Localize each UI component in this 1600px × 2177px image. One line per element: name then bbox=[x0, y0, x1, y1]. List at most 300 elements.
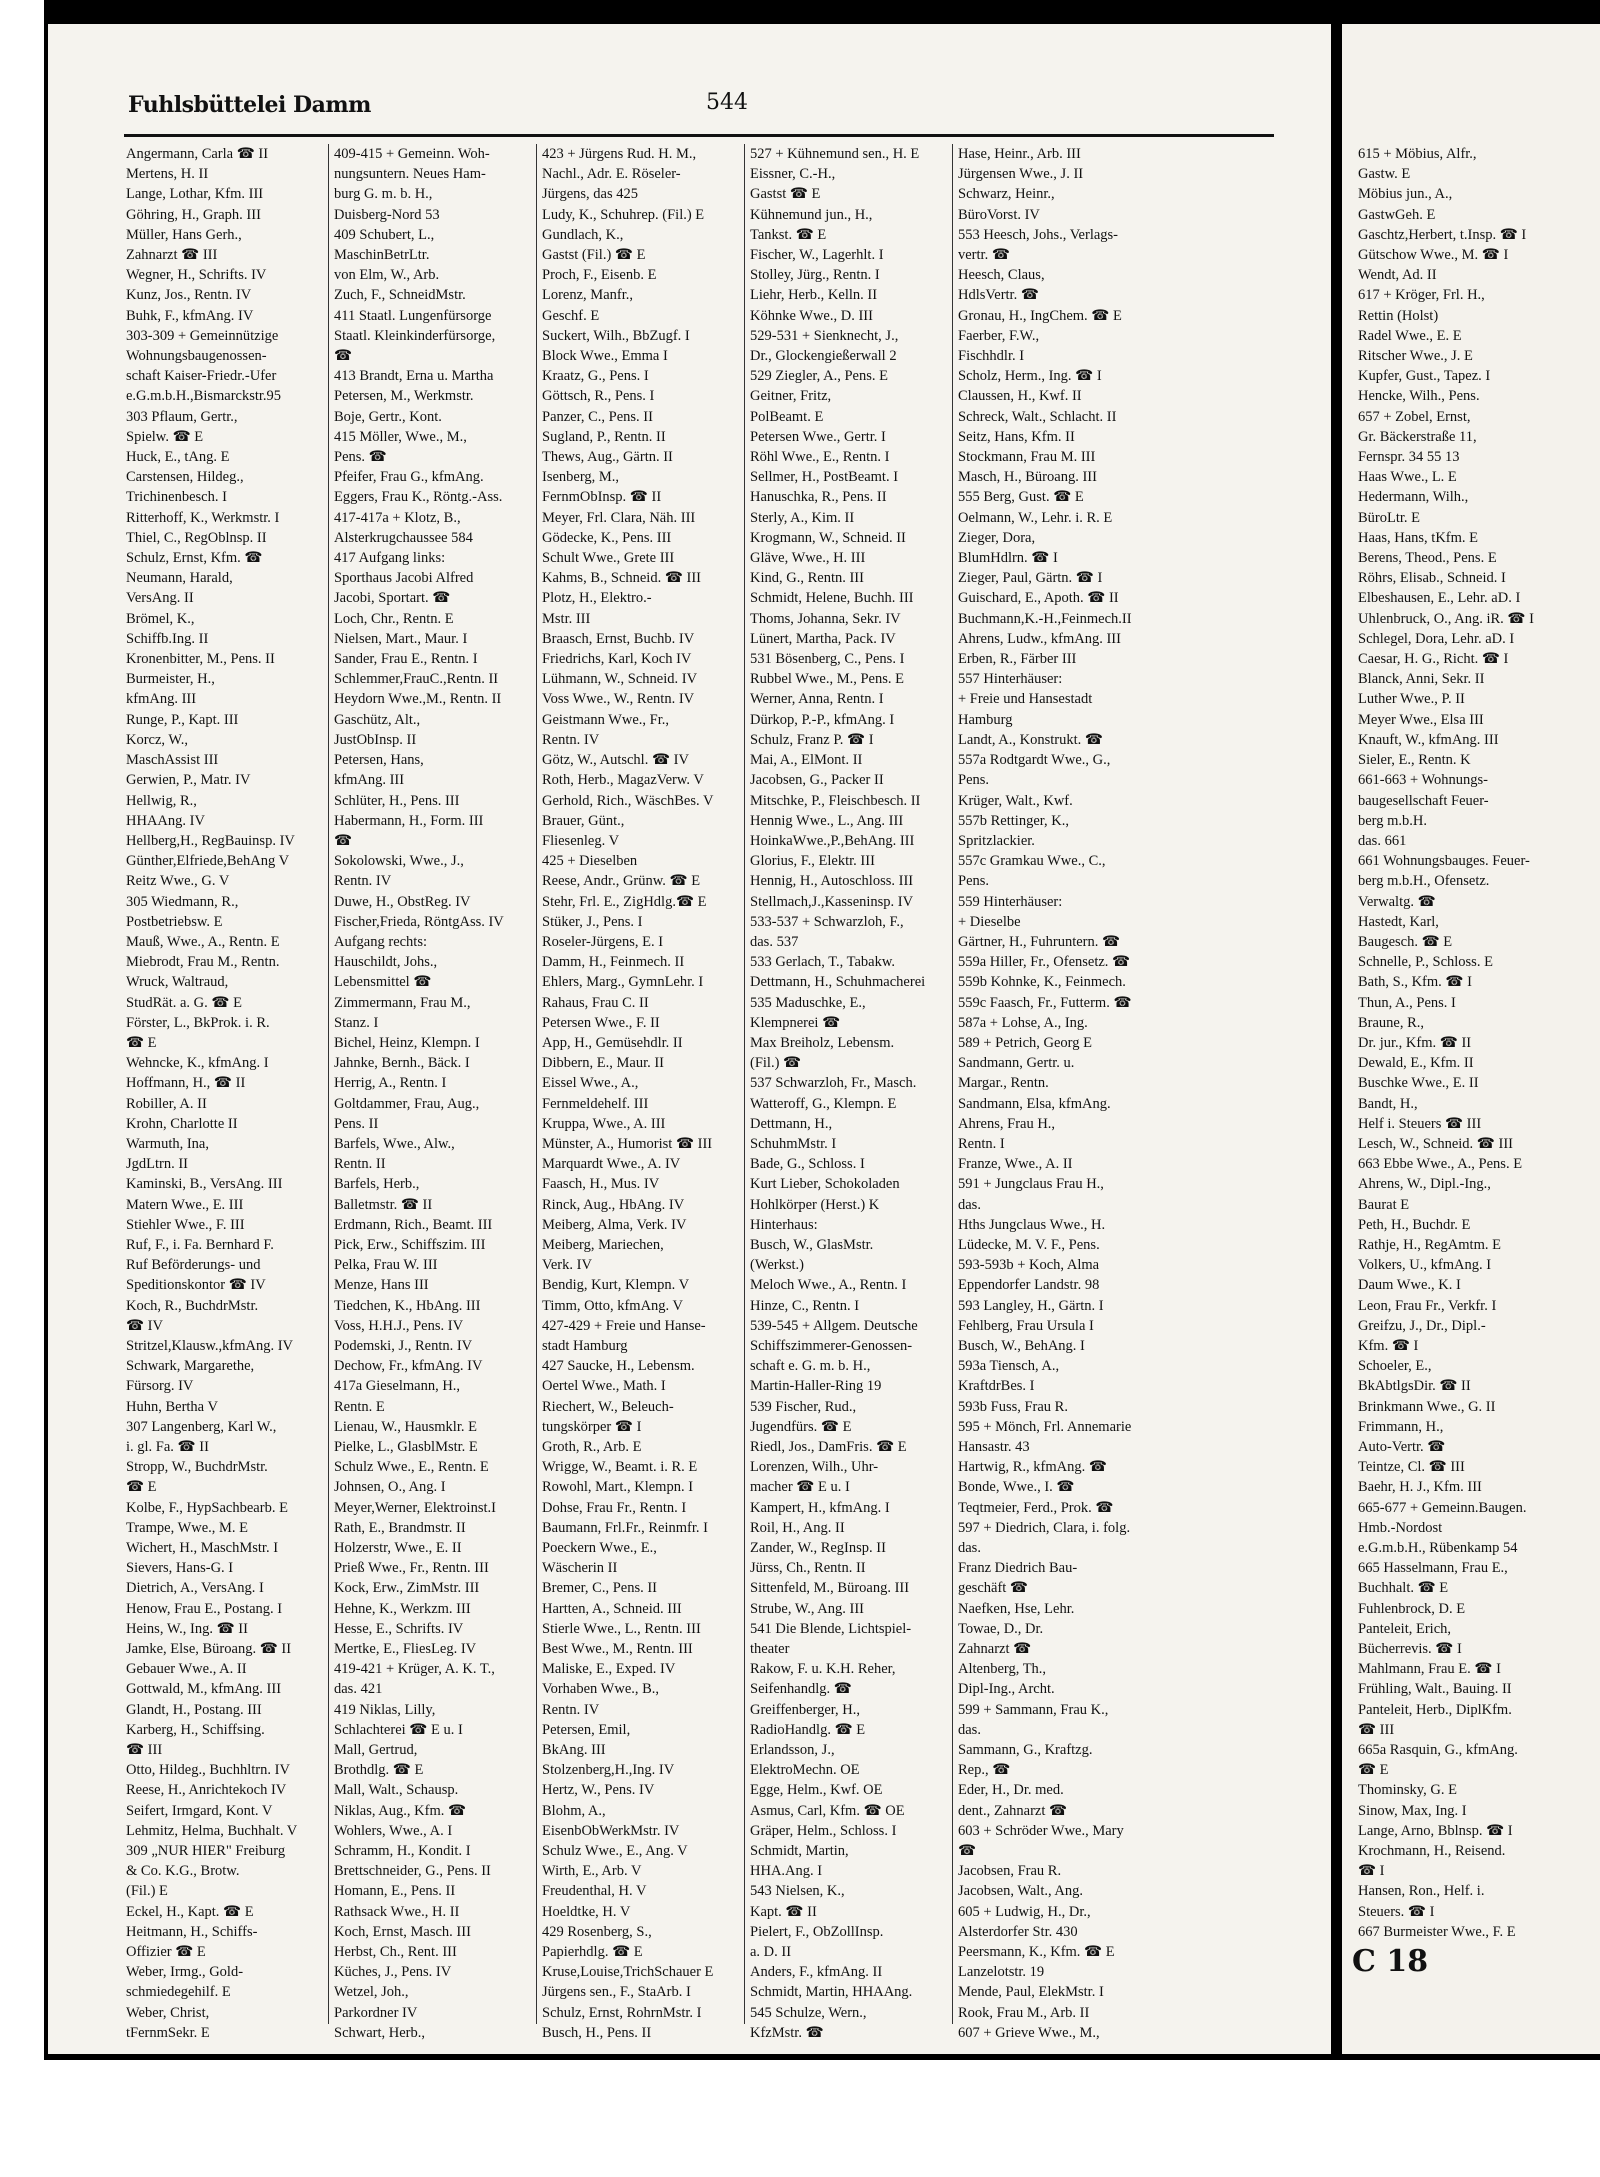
directory-entry: Stritzel,Klausw.,kfmAng. IV bbox=[126, 1337, 293, 1354]
directory-entry: Gaschütz, Alt., bbox=[334, 711, 421, 728]
directory-entry: Bath, S., Kfm. ☎ I bbox=[1358, 974, 1472, 991]
directory-entry: 595 + Mönch, Frl. Annemarie bbox=[958, 1418, 1132, 1435]
directory-entry: ☎ III bbox=[1358, 1721, 1395, 1738]
directory-entry: Geitner, Fritz, bbox=[750, 388, 832, 405]
directory-entry: Kruppa, Wwe., A. III bbox=[542, 1115, 666, 1132]
directory-entry: Kruse,Louise,TrichSchauer E bbox=[542, 1964, 714, 1981]
directory-entry: Hmb.-Nordost bbox=[1358, 1519, 1443, 1536]
directory-entry: Gaschtz,Herbert, t.Insp. ☎ I bbox=[1358, 226, 1527, 243]
directory-entry: 557 Hinterhäuser: bbox=[958, 671, 1063, 688]
directory-entry: Schlegel, Dora, Lehr. aD. I bbox=[1358, 630, 1515, 647]
directory-entry: Loch, Chr., Rentn. E bbox=[334, 610, 454, 627]
directory-entry: App, H., Gemüsehdlr. II bbox=[542, 1034, 683, 1051]
directory-entry: 539 Fischer, Rud., bbox=[750, 1398, 857, 1415]
directory-entry: Masch, H., Büroang. III bbox=[958, 469, 1097, 486]
directory-entry: Eckel, H., Kapt. ☎ E bbox=[126, 1903, 254, 1920]
directory-entry: Verk. IV bbox=[542, 1257, 592, 1274]
directory-entry: Roseler-Jürgens, E. I bbox=[542, 933, 664, 950]
directory-entry: Barfels, Wwe., Alw., bbox=[334, 1135, 455, 1152]
directory-entry: Ahrens, W., Dipl.-Ing., bbox=[1358, 1176, 1491, 1193]
directory-entry: Suckert, Wilh., BbZugf. I bbox=[542, 327, 690, 344]
directory-entry: Schulz, Ernst, Kfm. ☎ bbox=[126, 550, 263, 567]
directory-entry: Gebauer Wwe., A. II bbox=[126, 1661, 247, 1678]
directory-entry: 309 „NUR HIER" Freiburg bbox=[126, 1843, 286, 1860]
directory-entry: Proch, F., Eisenb. E bbox=[542, 267, 657, 284]
directory-entry: Kunz, Jos., Rentn. IV bbox=[126, 287, 252, 304]
directory-entry: Gastst ☎ E bbox=[750, 186, 821, 203]
directory-entry bbox=[126, 2043, 324, 2044]
directory-entry: Hertz, W., Pens. IV bbox=[542, 1782, 655, 1799]
directory-entry: 535 Maduschke, E., bbox=[750, 994, 866, 1011]
directory-entry: Parkordner IV bbox=[334, 2004, 418, 2021]
directory-entry: Busch, W., GlasMstr. bbox=[750, 1236, 874, 1253]
directory-entry: 409 Schubert, L., bbox=[334, 226, 435, 243]
directory-entry: Münster, A., Humorist ☎ III bbox=[542, 1135, 713, 1152]
directory-entry: Brauer, Günt., bbox=[542, 812, 625, 829]
directory-entry: Stellmach,J.,Kasseninsp. IV bbox=[750, 893, 914, 910]
directory-entry: 307 Langenberg, Karl W., bbox=[126, 1418, 277, 1435]
directory-entry: Buchhalt. ☎ E bbox=[1358, 1580, 1449, 1597]
directory-entry: Zieger, Paul, Gärtn. ☎ I bbox=[958, 570, 1103, 587]
directory-entry: Voss Wwe., W., Rentn. IV bbox=[542, 691, 695, 708]
directory-entry: Sinow, Max, Ing. I bbox=[1358, 1802, 1467, 1819]
directory-entry: Caesar, H. G., Richt. ☎ I bbox=[1358, 651, 1509, 668]
directory-entry: Faerber, F.W., bbox=[958, 327, 1040, 344]
header-rule bbox=[124, 134, 1274, 137]
directory-entry: Buschke Wwe., E. II bbox=[1358, 1075, 1479, 1092]
directory-entry: BlumHdlrn. ☎ I bbox=[958, 550, 1058, 567]
directory-entry: Krochmann, H., Reisend. bbox=[1358, 1843, 1506, 1860]
directory-entry: Lesch, W., Schneid. ☎ III bbox=[1358, 1135, 1513, 1152]
directory-entry: Watteroff, G., Klempn. E bbox=[750, 1095, 897, 1112]
directory-entry: Schwart, Herb., bbox=[334, 2024, 426, 2041]
directory-entry: e.G.m.b.H.,Bismarckstr.95 bbox=[126, 388, 282, 405]
directory-entry: Busch, W., BehAng. I bbox=[958, 1337, 1085, 1354]
directory-entry: Lebensmittel ☎ bbox=[334, 974, 432, 991]
directory-entry: Heesch, Claus, bbox=[958, 267, 1045, 284]
directory-entry: Herbst, Ch., Rent. III bbox=[334, 1944, 457, 1961]
directory-entry: Rentn. E bbox=[334, 1398, 385, 1415]
directory-entry: Seifert, Irmgard, Kont. V bbox=[126, 1802, 273, 1819]
directory-entry: Oertel Wwe., Math. I bbox=[542, 1378, 666, 1395]
directory-entry: Peersmann, K., Kfm. ☎ E bbox=[958, 1944, 1115, 1961]
directory-entry: Haas Wwe., L. E bbox=[1358, 469, 1457, 486]
directory-entry: Baumann, Frl.Fr., Reinmfr. I bbox=[542, 1519, 708, 1536]
directory-entry: 557a Rodtgardt Wwe., G., bbox=[958, 752, 1111, 769]
directory-entry: Fernspr. 34 55 13 bbox=[1358, 449, 1460, 466]
directory-entry: PolBeamt. E bbox=[750, 408, 824, 425]
directory-entry: EisenbObWerkMstr. IV bbox=[542, 1822, 680, 1839]
directory-entry: 603 + Schröder Wwe., Mary bbox=[958, 1822, 1124, 1839]
directory-entry: Jugendfürs. ☎ E bbox=[750, 1418, 852, 1435]
directory-entry: Stropp, W., BuchdrMstr. bbox=[126, 1459, 268, 1476]
directory-entry: 661 Wohnungsbauges. Feuer- bbox=[1358, 853, 1530, 870]
directory-entry: Martin-Haller-Ring 19 bbox=[750, 1378, 882, 1395]
directory-entry: Geistmann Wwe., Fr., bbox=[542, 711, 669, 728]
directory-entry: Ritterhoff, K., Werkmstr. I bbox=[126, 509, 280, 526]
directory-entry: BkAng. III bbox=[542, 1742, 606, 1759]
directory-entry: Gläve, Wwe., H. III bbox=[750, 550, 866, 567]
directory-entry: 615 + Möbius, Alfr., bbox=[1358, 146, 1477, 162]
column-5 bbox=[958, 144, 1156, 2044]
directory-entry: Rahaus, Frau C. II bbox=[542, 994, 649, 1011]
directory-entry: Hase, Heinr., Arb. III bbox=[958, 146, 1081, 162]
directory-entry: Isenberg, M., bbox=[542, 469, 620, 486]
directory-entry: Dr. jur., Kfm. ☎ II bbox=[1358, 1034, 1472, 1051]
directory-entry: Schlemmer,FrauC.,Rentn. II bbox=[334, 671, 499, 688]
directory-entry: Bandt, H., bbox=[1358, 1095, 1418, 1112]
directory-entry: Sievers, Hans-G. I bbox=[126, 1560, 234, 1577]
directory-entry: Reitz Wwe., G. V bbox=[126, 873, 230, 890]
directory-entry: Oelmann, W., Lehr. i. R. E bbox=[958, 509, 1113, 526]
directory-entry: Verwaltg. ☎ bbox=[1358, 893, 1436, 910]
directory-entry: KraftdrBes. I bbox=[958, 1378, 1035, 1395]
directory-entry: & Co. K.G., Brotw. bbox=[126, 1863, 240, 1880]
directory-entry: Maliske, E., Exped. IV bbox=[542, 1661, 676, 1678]
directory-entry: Spritzlackier. bbox=[958, 832, 1035, 849]
directory-entry: 593b Fuss, Frau R. bbox=[958, 1398, 1068, 1415]
directory-entry: Fürsorg. IV bbox=[126, 1378, 194, 1395]
directory-entry: kfmAng. III bbox=[126, 691, 197, 708]
directory-entry: 409-415 + Gemeinn. Woh- bbox=[334, 146, 490, 162]
directory-entry: Mai, A., ElMont. II bbox=[750, 752, 863, 769]
column-2 bbox=[334, 144, 532, 2044]
directory-entry: Fliesenleg. V bbox=[542, 832, 620, 849]
directory-entry: Carstensen, Hildeg., bbox=[126, 469, 244, 486]
directory-entry: Holzerstr, Wwe., E. II bbox=[334, 1540, 462, 1557]
directory-entry: Buchmann,K.-H.,Feinmech.II bbox=[958, 610, 1132, 627]
directory-entry: Pfeifer, Frau G., kfmAng. bbox=[334, 469, 484, 486]
directory-entry: Fischer, W., Lagerhlt. I bbox=[750, 247, 884, 264]
directory-entry: nungsuntern. Neues Ham- bbox=[334, 166, 486, 183]
directory-entry: Wrigge, W., Beamt. i. R. E bbox=[542, 1459, 698, 1476]
directory-entry: Marquardt Wwe., A. IV bbox=[542, 1156, 681, 1173]
directory-entry: das. 661 bbox=[1358, 832, 1407, 849]
directory-entry: Dettmann, H., bbox=[750, 1115, 833, 1132]
directory-entry: Dibbern, E., Maur. II bbox=[542, 1055, 665, 1072]
directory-entry: Dürkop, P.-P., kfmAng. I bbox=[750, 711, 895, 728]
directory-entry: Zimmermann, Frau M., bbox=[334, 994, 471, 1011]
directory-entry: Teqtmeier, Ferd., Prok. ☎ bbox=[958, 1499, 1114, 1516]
directory-entry: Liehr, Herb., Kelln. II bbox=[750, 287, 878, 304]
page-number: 544 bbox=[706, 90, 748, 115]
directory-entry: Tiedchen, K., HbAng. III bbox=[334, 1297, 481, 1314]
directory-entry: Lünert, Martha, Pack. IV bbox=[750, 630, 896, 647]
directory-entry: Thun, A., Pens. I bbox=[1358, 994, 1456, 1011]
directory-entry: 303-309 + Gemeinnützige bbox=[126, 327, 279, 344]
directory-entry: Schult Wwe., Grete III bbox=[542, 550, 675, 567]
directory-entry: Warmuth, Ina, bbox=[126, 1135, 209, 1152]
directory-entry: Pens. bbox=[958, 873, 990, 890]
directory-entry: Scholz, Herm., Ing. ☎ I bbox=[958, 368, 1102, 385]
directory-entry: Schlüter, H., Pens. III bbox=[334, 792, 460, 809]
directory-entry: Wohlers, Wwe., A. I bbox=[334, 1822, 453, 1839]
directory-entry: Sugland, P., Rentn. II bbox=[542, 428, 666, 445]
directory-entry: Meiberg, Alma, Verk. IV bbox=[542, 1216, 687, 1233]
directory-entry: Brinkmann Wwe., G. II bbox=[1358, 1398, 1496, 1415]
directory-entry: Lehmitz, Helma, Buchhalt. V bbox=[126, 1822, 298, 1839]
directory-entry: Dewald, E., Kfm. II bbox=[1358, 1055, 1474, 1072]
directory-entry: Pick, Erw., Schiffszim. III bbox=[334, 1236, 486, 1253]
directory-entry: 427 Saucke, H., Lebensm. bbox=[542, 1358, 695, 1375]
directory-entry: Gärtner, H., Fuhruntern. ☎ bbox=[958, 933, 1121, 950]
directory-entry: Claussen, H., Kwf. II bbox=[958, 388, 1082, 405]
directory-entry: ☎ E bbox=[126, 1034, 157, 1051]
directory-entry: 555 Berg, Gust. ☎ E bbox=[958, 489, 1084, 506]
directory-entry: Bade, G., Schloss. I bbox=[750, 1156, 865, 1173]
directory-entry: Margar., Rentn. bbox=[958, 1075, 1049, 1092]
directory-entry: Krohn, Charlotte II bbox=[126, 1115, 238, 1132]
directory-entry: 553 Heesch, Johs., Verlags- bbox=[958, 226, 1119, 243]
directory-entry: ☎ bbox=[958, 1843, 977, 1860]
directory-entry: Sittenfeld, M., Büroang. III bbox=[750, 1580, 910, 1597]
directory-entry: ☎ E bbox=[126, 1479, 157, 1496]
directory-entry: Jahnke, Bernh., Bäck. I bbox=[334, 1055, 470, 1072]
directory-entry: Zieger, Dora, bbox=[958, 529, 1036, 546]
footer-sheet-code: C 18 bbox=[1352, 1944, 1429, 1979]
directory-entry: 557b Rettinger, K., bbox=[958, 812, 1069, 829]
directory-entry: Hennig, H., Autoschloss. III bbox=[750, 873, 914, 890]
directory-entry: Ritscher Wwe., J. E bbox=[1358, 348, 1473, 365]
directory-entry: Duwe, H., ObstReg. IV bbox=[334, 893, 471, 910]
directory-entry: Greifzu, J., Dr., Dipl.- bbox=[1358, 1317, 1486, 1334]
directory-entry: Trichinenbesch. I bbox=[126, 489, 227, 506]
directory-entry: 661-663 + Wohnungs- bbox=[1358, 772, 1488, 789]
directory-entry: Dettmann, H., Schuhmacherei bbox=[750, 974, 926, 991]
directory-entry: Jacobi, Sportart. ☎ bbox=[334, 590, 451, 607]
directory-entry: Hesse, E., Schrifts. IV bbox=[334, 1620, 464, 1637]
directory-entry: das. 421 bbox=[334, 1681, 383, 1698]
directory-entry: Wetzel, Joh., bbox=[334, 1984, 409, 2001]
directory-entry: HHA.Ang. I bbox=[750, 1863, 823, 1880]
directory-entry: Petersen Wwe., F. II bbox=[542, 1014, 660, 1031]
directory-entry: Eissel Wwe., A., bbox=[542, 1075, 639, 1092]
directory-entry: Asmus, Carl, Kfm. ☎ OE bbox=[750, 1802, 905, 1819]
directory-entry: Huck, E., tAng. E bbox=[126, 449, 230, 466]
directory-entry: Panzer, C., Pens. II bbox=[542, 408, 653, 425]
directory-entry: Rook, Frau M., Arb. II bbox=[958, 2004, 1090, 2021]
directory-entry: Lüdecke, M. V. F., Pens. bbox=[958, 1236, 1100, 1253]
directory-entry: Roth, Herb., MagazVerw. V bbox=[542, 772, 704, 789]
directory-entry: Thews, Aug., Gärtn. II bbox=[542, 449, 673, 466]
directory-entry: Lanzelotstr. 19 bbox=[958, 1964, 1045, 1981]
directory-entry: + Freie und Hansestadt bbox=[958, 691, 1093, 708]
directory-entry: Ahrens, Ludw., kfmAng. III bbox=[958, 630, 1121, 647]
directory-entry: ElektroMechn. OE bbox=[750, 1762, 860, 1779]
directory-entry: Wohnungsbaugenossen- bbox=[126, 348, 267, 365]
directory-entry: Rettin (Holst) bbox=[1358, 307, 1439, 324]
directory-entry: Lange, Arno, Bblnsp. ☎ I bbox=[1358, 1822, 1513, 1839]
directory-entry: Gerwien, P., Matr. IV bbox=[126, 772, 251, 789]
directory-entry: Ehlers, Marg., GymnLehr. I bbox=[542, 974, 704, 991]
directory-entry: Hellwig, R., bbox=[126, 792, 197, 809]
directory-entry: 589 + Petrich, Georg E bbox=[958, 1034, 1092, 1051]
directory-entry: Tankst. ☎ E bbox=[750, 226, 827, 243]
directory-entry: Guischard, E., Apoth. ☎ II bbox=[958, 590, 1119, 607]
directory-entry: 533-537 + Schwarzloh, F., bbox=[750, 913, 904, 930]
directory-entry: Rathje, H., RegAmtm. E bbox=[1358, 1236, 1501, 1253]
directory-entry: 419 Niklas, Lilly, bbox=[334, 1701, 436, 1718]
directory-entry: Timm, Otto, kfmAng. V bbox=[542, 1297, 683, 1314]
directory-entry: Sieler, E., Rentn. K bbox=[1358, 752, 1471, 769]
directory-entry: JgdLtrn. II bbox=[126, 1156, 189, 1173]
directory-entry: Berens, Theod., Pens. E bbox=[1358, 550, 1497, 567]
directory-entry: 667 Burmeister Wwe., F. E bbox=[1358, 1923, 1516, 1940]
directory-entry: Rentn. IV bbox=[334, 873, 392, 890]
directory-entry: Speditionskontor ☎ IV bbox=[126, 1277, 266, 1294]
directory-entry: Sammann, G., Kraftzg. bbox=[958, 1742, 1093, 1759]
directory-entry: FernmObInsp. ☎ II bbox=[542, 489, 662, 506]
directory-entry: Postbetriebsw. E bbox=[126, 913, 223, 930]
directory-entry: Mall, Walt., Schausp. bbox=[334, 1782, 459, 1799]
directory-entry: Koch, R., BuchdrMstr. bbox=[126, 1297, 259, 1314]
directory-entry: Gerhold, Rich., WäschBes. V bbox=[542, 792, 714, 809]
directory-entry: Kfm. ☎ I bbox=[1358, 1337, 1419, 1354]
directory-entry: Jürss, Ch., Rentn. II bbox=[750, 1560, 866, 1577]
directory-entry: Stiehler Wwe., F. III bbox=[126, 1216, 245, 1233]
directory-entry: Rubbel Wwe., M., Pens. E bbox=[750, 671, 904, 688]
directory-entry: e.G.m.b.H., Rübenkamp 54 bbox=[1358, 1540, 1518, 1557]
directory-entry: Thoms, Johanna, Sekr. IV bbox=[750, 610, 901, 627]
directory-entry: 605 + Ludwig, H., Dr., bbox=[958, 1903, 1091, 1920]
directory-entry: BüroVorst. IV bbox=[958, 206, 1040, 223]
directory-entry: Götz, W., Autschl. ☎ IV bbox=[542, 752, 689, 769]
directory-entry: Petersen Wwe., Gertr. I bbox=[750, 428, 886, 445]
directory-entry: Wehncke, K., kfmAng. I bbox=[126, 1055, 269, 1072]
directory-entry: 559c Faasch, Fr., Futterm. ☎ bbox=[958, 994, 1132, 1011]
directory-entry: ☎ bbox=[334, 832, 353, 849]
directory-entry: Göttsch, R., Pens. I bbox=[542, 388, 655, 405]
directory-entry: Panteleit, Herb., DiplKfm. bbox=[1358, 1701, 1512, 1718]
directory-entry: Sandmann, Gertr. u. bbox=[958, 1055, 1075, 1072]
directory-entry: Robiller, A. II bbox=[126, 1095, 207, 1112]
directory-entry: kfmAng. III bbox=[334, 772, 405, 789]
directory-entry: Hths Jungclaus Wwe., H. bbox=[958, 1216, 1106, 1233]
directory-entry: Rowohl, Mart., Klempn. I bbox=[542, 1479, 694, 1496]
directory-entry: Braasch, Ernst, Buchb. IV bbox=[542, 630, 695, 647]
directory-entry: Frimmann, H., bbox=[1358, 1418, 1444, 1435]
directory-entry: Hedermann, Wilh., bbox=[1358, 489, 1469, 506]
directory-entry: Daum Wwe., K. I bbox=[1358, 1277, 1461, 1294]
directory-entry: RadioHandlg. ☎ E bbox=[750, 1721, 866, 1738]
directory-entry: Schnelle, P., Schloss. E bbox=[1358, 954, 1493, 971]
directory-entry: Eissner, C.-H., bbox=[750, 166, 836, 183]
directory-entry: Gütschow Wwe., M. ☎ I bbox=[1358, 247, 1509, 264]
directory-entry: 419-421 + Krüger, A. K. T., bbox=[334, 1661, 495, 1678]
directory-entry: Hartten, A., Schneid. III bbox=[542, 1600, 682, 1617]
directory-entry: Stockmann, Frau M. III bbox=[958, 449, 1096, 466]
column-1 bbox=[126, 144, 324, 2044]
directory-entry: Jamke, Else, Büroang. ☎ II bbox=[126, 1641, 292, 1658]
directory-entry: BkAbtlgsDir. ☎ II bbox=[1358, 1378, 1471, 1395]
directory-entry: Bücherrevis. ☎ I bbox=[1358, 1641, 1462, 1658]
directory-entry: ☎ bbox=[334, 348, 353, 365]
directory-entry: Buhk, F., kfmAng. IV bbox=[126, 307, 254, 324]
page-header bbox=[128, 84, 1268, 126]
directory-entry: Kolbe, F., HypSachbearb. E bbox=[126, 1499, 288, 1516]
directory-entry: 591 + Jungclaus Frau H., bbox=[958, 1176, 1104, 1193]
directory-entry: macher ☎ E u. I bbox=[750, 1479, 850, 1496]
directory-entry: 537 Schwarzloh, Fr., Masch. bbox=[750, 1075, 917, 1092]
directory-entry: Koch, Ernst, Masch. III bbox=[334, 1923, 471, 1940]
column-4 bbox=[750, 144, 948, 2044]
directory-entry: Fehlberg, Frau Ursula I bbox=[958, 1317, 1094, 1334]
directory-entry: + Dieselbe bbox=[958, 913, 1021, 930]
directory-entry: Goltdammer, Frau, Aug., bbox=[334, 1095, 480, 1112]
directory-entry: Stolzenberg,H.,Ing. IV bbox=[542, 1762, 675, 1779]
directory-entry: Hamburg bbox=[958, 711, 1013, 728]
directory-entry: Angermann, Carla ☎ II bbox=[126, 146, 269, 162]
directory-entry: Thominsky, G. E bbox=[1358, 1782, 1457, 1799]
directory-entry: Zuch, F., SchneidMstr. bbox=[334, 287, 466, 304]
directory-entry: Schmidt, Helene, Buchh. III bbox=[750, 590, 914, 607]
directory-entry: Dietrich, A., VersAng. I bbox=[126, 1580, 264, 1597]
directory-entry: das. bbox=[958, 1721, 981, 1738]
directory-entry: Weber, Christ, bbox=[126, 2004, 210, 2021]
directory-entry: 587a + Lohse, A., Ing. bbox=[958, 1014, 1088, 1031]
directory-entry: (Werkst.) bbox=[750, 1257, 804, 1274]
directory-entry: Rath, E., Brandmstr. II bbox=[334, 1519, 466, 1536]
directory-entry: Schwarz, Heinr., bbox=[958, 186, 1055, 203]
directory-entry: Pens. II bbox=[334, 1115, 379, 1132]
directory-entry: Stüker, J., Pens. I bbox=[542, 913, 643, 930]
directory-entry: Göhring, H., Graph. III bbox=[126, 206, 261, 223]
directory-entry: Meloch Wwe., A., Rentn. I bbox=[750, 1277, 907, 1294]
directory-entry: 417a Gieselmann, H., bbox=[334, 1378, 461, 1395]
directory-entry: das. bbox=[958, 1196, 981, 1213]
directory-entry: Damm, H., Feinmech. II bbox=[542, 954, 685, 971]
directory-entry: Aufgang rechts: bbox=[334, 933, 428, 950]
directory-entry: 417 Aufgang links: bbox=[334, 550, 446, 567]
directory-entry: Blohm, A., bbox=[542, 1802, 606, 1819]
directory-entry: Groth, R., Arb. E bbox=[542, 1439, 642, 1455]
directory-entry: Plotz, H., Elektro.- bbox=[542, 590, 652, 607]
directory-entry: Alsterdorfer Str. 430 bbox=[958, 1923, 1078, 1940]
directory-entry: Herrig, A., Rentn. I bbox=[334, 1075, 447, 1092]
directory-entry: Fischhdlr. I bbox=[958, 348, 1025, 365]
directory-entry: 429 Rosenberg, S., bbox=[542, 1923, 652, 1940]
directory-entry: Kupfer, Gust., Tapez. I bbox=[1358, 368, 1491, 385]
directory-entry: 531 Bösenberg, C., Pens. I bbox=[750, 651, 905, 668]
directory-entry: Eggers, Frau K., Röntg.-Ass. bbox=[334, 489, 503, 506]
directory-entry: Sporthaus Jacobi Alfred bbox=[334, 570, 474, 587]
directory-entry: i. gl. Fa. ☎ II bbox=[126, 1439, 209, 1455]
directory-entry: Zander, W., RegInsp. II bbox=[750, 1540, 886, 1557]
directory-entry: Reese, Andr., Grünw. ☎ E bbox=[542, 873, 701, 890]
directory-entry: Miebrodt, Frau M., Rentn. bbox=[126, 954, 280, 971]
directory-entry: Max Breiholz, Lebensm. bbox=[750, 1034, 895, 1051]
directory-entry: 545 Schulze, Wern., bbox=[750, 2004, 867, 2021]
directory-entry: Mende, Paul, ElekMstr. I bbox=[958, 1984, 1104, 2001]
directory-entry: Ruf Beförderungs- und bbox=[126, 1257, 261, 1274]
directory-entry: Petersen, Hans, bbox=[334, 752, 424, 769]
next-page-fragment bbox=[1342, 24, 1600, 2054]
directory-entry: 413 Brandt, Erna u. Martha bbox=[334, 368, 494, 385]
directory-entry: Greiffenberger, H., bbox=[750, 1701, 861, 1718]
directory-entry: Petersen, M., Werkmstr. bbox=[334, 388, 474, 405]
directory-entry: Jacobsen, Walt., Ang. bbox=[958, 1883, 1084, 1900]
street-title: Fuhlsbüttelei Damm bbox=[128, 92, 371, 118]
directory-entry: berg m.b.H., Ofensetz. bbox=[1358, 873, 1490, 890]
directory-entry: 559b Kohnke, K., Feinmech. bbox=[958, 974, 1126, 991]
column-3 bbox=[542, 144, 740, 2044]
directory-entry: MaschAssist III bbox=[126, 752, 219, 769]
directory-entry: Burmeister, H., bbox=[126, 671, 215, 688]
directory-entry: Henow, Frau E., Postang. I bbox=[126, 1600, 283, 1617]
directory-entry: 543 Nielsen, K., bbox=[750, 1883, 845, 1900]
directory-entry: 597 + Diedrich, Clara, i. folg. bbox=[958, 1519, 1131, 1536]
directory-entry: Kraatz, G., Pens. I bbox=[542, 368, 649, 385]
